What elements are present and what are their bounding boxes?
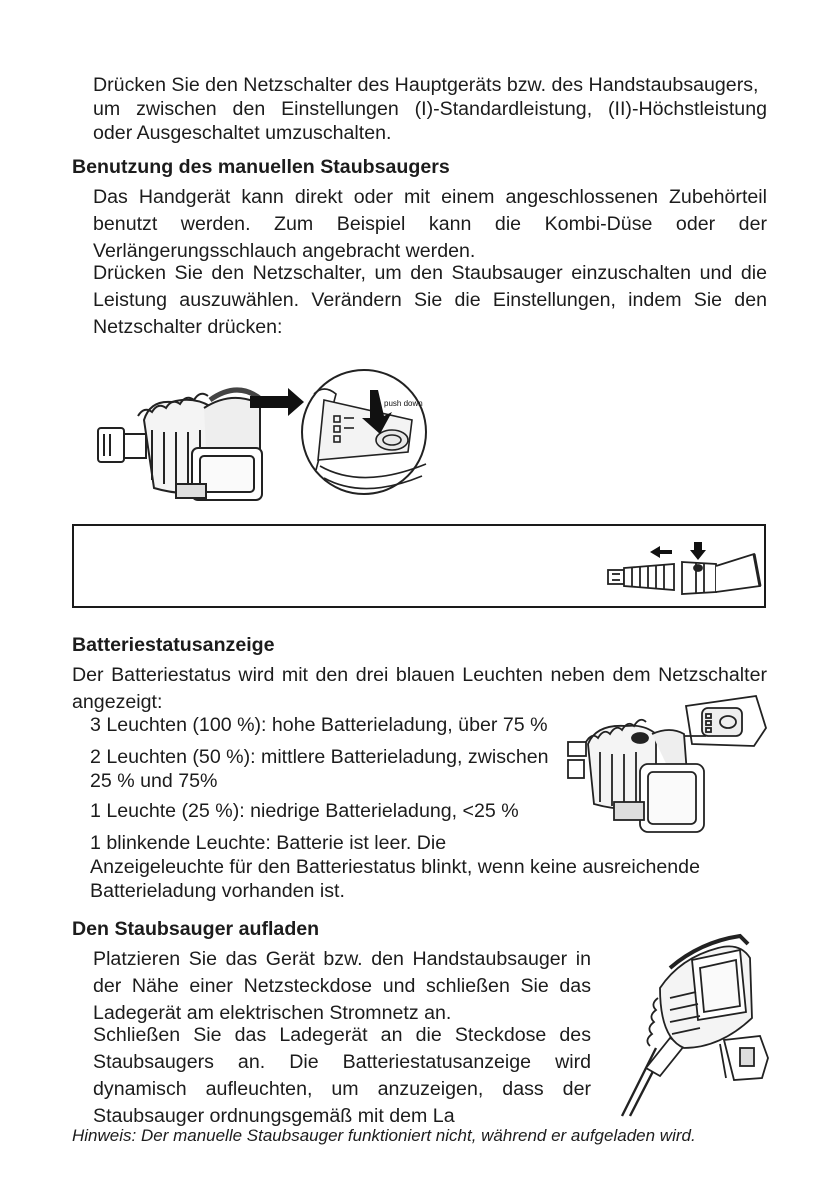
charging-heading: Den Staubsauger aufladen (72, 918, 320, 940)
push-down-label: push down (384, 399, 423, 408)
charging-paragraph-2: Schließen Sie das Ladegerät an die Steckdose des Staubsaugers an. Die Batteriestatusanzeige wird dynamisch aufleuchten, um anzuzeigen, dass der Staubsauger ordnungsgemäß mit dem La (93, 1024, 591, 1127)
battery-item-2b: 25 % und 75% (90, 770, 218, 792)
battery-item-4c: Batterieladung vorhanden ist. (90, 880, 345, 902)
battery-item-4a: 1 blinkende Leuchte: Batterie ist leer. Die (90, 832, 447, 854)
charging-illustration (600, 928, 790, 1120)
manual-paragraph-1: Das Handgerät kann direkt oder mit einem angeschlossenen Zubehörteil benutzt werden. Zum Beispiel kann die Kombi-Düse oder der Verlängerungsschlauch angebracht werden. (93, 186, 767, 262)
intro-line-1: Drücken Sie den Netzschalter des Hauptgeräts bzw. des Handstaubsaugers, (93, 74, 759, 96)
charging-note: Hinweis: Der manuelle Staubsauger funktioniert nicht, während er aufgeladen wird. (72, 1126, 696, 1145)
power-switch-illustration (92, 360, 442, 510)
tip-box (72, 524, 766, 608)
intro-line-2: um zwischen den Einstellungen (I)-Standardleistung, (II)-Höchstleistung (93, 98, 767, 120)
manual-heading: Benutzung des manuellen Staubsaugers (72, 156, 450, 178)
charging-paragraph-1: Platzieren Sie das Gerät bzw. den Handstaubsauger in der Nähe einer Netzsteckdose und schließen Sie das Ladegerät am elektrischen Stromnetz an. (93, 948, 591, 1024)
manual-paragraph-2: Drücken Sie den Netzschalter, um den Staubsauger einzuschalten und die Leistung auszuwählen. Verändern Sie die Einstellungen, indem Sie den Netzschalter drücken: (93, 262, 767, 338)
extension-hose-icon (604, 540, 764, 602)
battery-item-1: 3 Leuchten (100 %): hohe Batterieladung, über 75 % (90, 714, 548, 736)
intro-line-3: oder Ausgeschaltet umzuschalten. (93, 122, 392, 144)
battery-item-4b: Anzeigeleuchte für den Batteriestatus blinkt, wenn keine ausreichende (90, 856, 700, 878)
battery-heading: Batteriestatusanzeige (72, 634, 275, 656)
battery-item-3: 1 Leuchte (25 %): niedrige Batterieladung, <25 % (90, 800, 519, 822)
battery-indicator-illustration (566, 694, 770, 842)
battery-item-2a: 2 Leuchten (50 %): mittlere Batterieladung, zwischen (90, 746, 549, 768)
battery-intro: Der Batteriestatus wird mit den drei blauen Leuchten neben dem Netzschalter angezeigt: (72, 664, 767, 713)
